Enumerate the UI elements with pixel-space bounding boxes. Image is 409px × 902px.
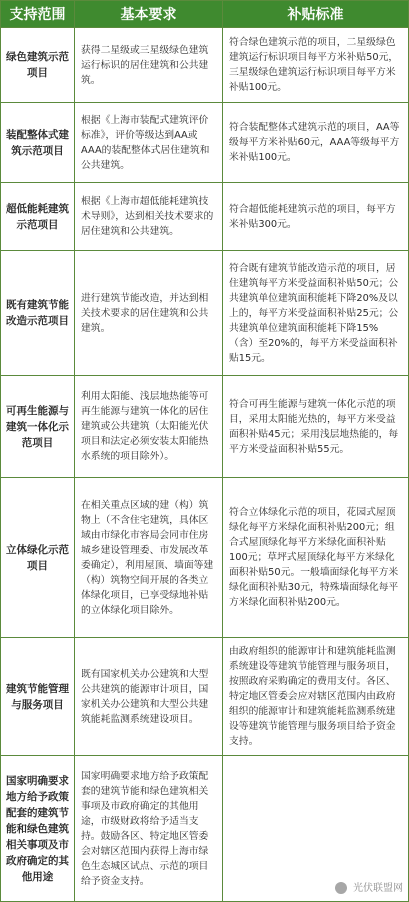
- row-requirement: 在相关重点区域的建（构）筑物上（不含住宅建筑，具体区域由市绿化市容局会同市住房城乡建设管理委、市发展改革委确定），利用屋顶、墙面等建（构）筑物空间开展的各类立体绿化项目，已享受绿地补贴的立体绿化项目除外。: [75, 478, 223, 638]
- row-scope: 可再生能源与建筑一体化示范项目: [1, 376, 75, 478]
- header-scope: 支持范围: [1, 1, 75, 28]
- table-row: [1, 376, 409, 478]
- row-scope: 绿色建筑示范项目: [1, 28, 75, 103]
- row-scope: 既有建筑节能改造示范项目: [1, 251, 75, 376]
- watermark: [335, 879, 403, 894]
- table-row: [1, 28, 409, 103]
- row-scope: 建筑节能管理与服务项目: [1, 638, 75, 756]
- row-subsidy: 符合装配整体式建筑示范的项目，AA等级每平方米补贴60元，AAA等级每平方米补贴100元。: [223, 103, 409, 183]
- row-scope: 立体绿化示范项目: [1, 478, 75, 638]
- row-requirement: 根据《上海市超低能耗建筑技术导则》，达到相关技术要求的居住建筑和公共建筑。: [75, 183, 223, 251]
- row-subsidy: 符合立体绿化示范的项目，花园式屋顶绿化每平方米绿化面积补贴200元；组合式屋顶绿化每平方米绿化面积补贴100元；草坪式屋顶绿化每平方米绿化面积补贴50元。一般墙面绿化每平方米绿化面积补贴30元，特殊墙面绿化每平方米绿化面积补贴200元。: [223, 478, 409, 638]
- watermark-text: 光伏联盟网: [353, 883, 403, 894]
- table-header-row: [1, 1, 409, 28]
- row-scope: 超低能耗建筑示范项目: [1, 183, 75, 251]
- table-row: [1, 638, 409, 756]
- row-subsidy: 符合可再生能源与建筑一体化示范的项目，采用太阳能光热的，每平方米受益面积补贴45元；采用浅层地热能的，每平方米受益面积补贴55元。: [223, 376, 409, 478]
- row-scope: 装配整体式建筑示范项目: [1, 103, 75, 183]
- row-requirement: 既有国家机关办公建筑和大型公共建筑的能源审计项目，国家机关办公建筑和大型公共建筑能耗监测系统建设项目。: [75, 638, 223, 756]
- header-requirement: 基本要求: [75, 1, 223, 28]
- table-row: [1, 183, 409, 251]
- row-requirement: 获得二星级或三星级绿色建筑运行标识的居住建筑和公共建筑。: [75, 28, 223, 103]
- row-subsidy: 符合超低能耗建筑示范的项目，每平方米补贴300元。: [223, 183, 409, 251]
- row-subsidy: 由政府组织的能源审计和建筑能耗监测系统建设等建筑节能管理与服务项目，按照政府采购确定的费用支付。各区、特定地区管委会应对辖区范围内由政府组织的能源审计和建筑能耗监测系统建设等建筑节能管理与服务项目给予资金支持。: [223, 638, 409, 756]
- row-requirement: 国家明确要求地方给予政策配套的建筑节能和绿色建筑相关事项及市政府确定的其他用途，市级财政将给予适当支持。鼓励各区、特定地区管委会对辖区范围内获得上海市绿色生态城区试点、示范的项目给予资金支持。: [75, 756, 223, 902]
- table-row: [1, 478, 409, 638]
- table-row: [1, 103, 409, 183]
- row-scope: 国家明确要求地方给予政策配套的建筑节能和绿色建筑相关事项及市政府确定的其他用途: [1, 756, 75, 902]
- table-row: [1, 251, 409, 376]
- row-requirement: 根据《上海市装配式建筑评价标准》，评价等级达到AA或AAA的装配整体式居住建筑和公共建筑。: [75, 103, 223, 183]
- row-requirement: 进行建筑节能改造，并达到相关技术要求的居住建筑和公共建筑。: [75, 251, 223, 376]
- row-requirement: 利用太阳能、浅层地热能等可再生能源与建筑一体化的居住建筑或公共建筑（太阳能光伏项目和法定必须安装太阳能热水系统的项目除外）。: [75, 376, 223, 478]
- row-subsidy: 符合绿色建筑示范的项目，二星级绿色建筑运行标识项目每平方米补贴50元，三星级绿色建筑运行标识项目每平方米补贴100元。: [223, 28, 409, 103]
- row-subsidy: 符合既有建筑节能改造示范的项目，居住建筑每平方米受益面积补贴50元；公共建筑单位建筑面积能耗下降20%及以上的，每平方米受益面积补贴25元；公共建筑单位建筑面积能耗下降15%（含）至20%的，每平方米受益面积补贴15元。: [223, 251, 409, 376]
- header-subsidy: 补贴标准: [223, 1, 409, 28]
- watermark-logo-icon: [335, 882, 347, 894]
